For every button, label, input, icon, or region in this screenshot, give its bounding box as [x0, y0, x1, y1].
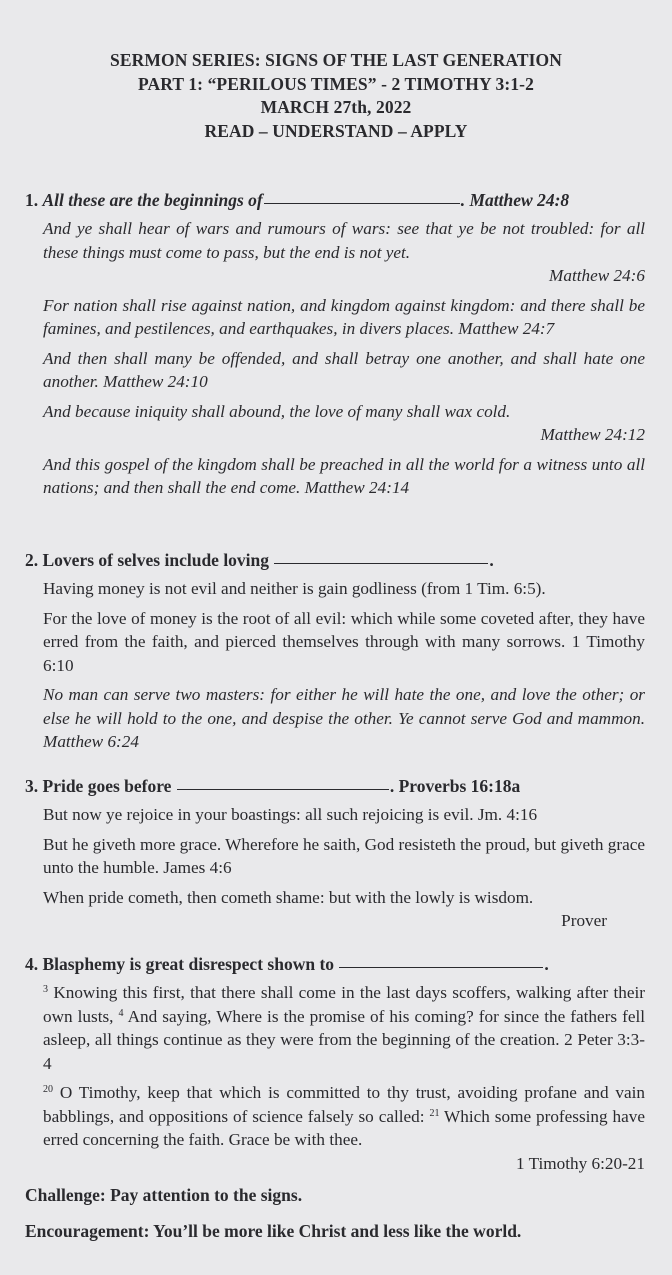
- section-3: [25, 775, 647, 933]
- verse: No man can serve two masters: for either he will hate the one, and love the other; or else he will hold to the one, and despise the other. Ye cannot serve God and mammon. Matthew 6:24: [43, 685, 645, 751]
- verse: And this gospel of the kingdom shall be preached in all the world for a witness unto all nations; and then shall the end come. Matthew 24:14: [43, 454, 645, 497]
- section-1-title: [25, 189, 647, 211]
- verse: $^{20}$ O Timothy, keep that which is committed to thy trust, avoiding profane and vain babblings, and oppositions of science falsely so called: $^{21}$ Which some professing have erred concerning the faith. Grace be with thee. 1 Timothy 6:20-21: [43, 1081, 645, 1175]
- motto: READ – UNDERSTAND – APPLY: [204, 120, 468, 141]
- encouragement: Encouragement: You’ll be more like Christ and less like the world.: [25, 1221, 522, 1241]
- fill-in-blank: [177, 775, 389, 790]
- section-heading: Lovers of selves include loving: [42, 550, 270, 570]
- section-number: 3.: [25, 776, 39, 796]
- fill-in-blank: [274, 549, 488, 564]
- verse: $^3$ Knowing this first, that there shall come in the last days scoffers, walking after their own lusts, $^4$ And saying, Where is the promise of his coming? for since the fathers fell asleep, all things continue as they were from the beginning of the creation. 2 Peter 3:3-4: [43, 983, 646, 1073]
- section-heading: All these are the beginnings of: [42, 190, 263, 210]
- verse-reference: Prover: [561, 911, 607, 930]
- paragraph: Having money is not evil and neither is gain godliness (from 1 Tim. 6:5).: [43, 579, 546, 598]
- verse-reference: Matthew 24:12: [540, 425, 645, 444]
- section-2-title: 2. Lovers of selves include loving .: [25, 550, 494, 570]
- verse: But now ye rejoice in your boastings: all such rejoicing is evil. Jm. 4:16: [43, 805, 538, 824]
- verse-reference: Matthew 24:6: [549, 266, 645, 285]
- section-number: 2.: [25, 550, 39, 570]
- verse-number: 4: [118, 1007, 124, 1019]
- verse-number: 3: [43, 984, 48, 995]
- section-number: 1.: [25, 190, 39, 210]
- section-4-title: 4. Blasphemy is great disrespect shown to .: [25, 954, 549, 974]
- section-number: 4.: [25, 954, 39, 974]
- verse: For nation shall rise against nation, and kingdom against kingdom: and there shall be famines, and pestilences, and earthquakes, in divers places. Matthew 24:7: [43, 295, 645, 338]
- part-title: PART 1: “PERILOUS TIMES” - 2 TIMOTHY 3:1-2: [138, 73, 534, 94]
- fill-in-blank: [339, 953, 543, 968]
- section-reference: . Matthew 24:8: [460, 190, 570, 210]
- verse-number: 21: [429, 1107, 440, 1119]
- date: MARCH 27th, 2022: [260, 97, 412, 117]
- section-4: [25, 953, 647, 1175]
- section-heading: Pride goes before: [42, 776, 172, 796]
- verse: And because iniquity shall abound, the love of many shall wax cold. Matthew 24:12: [43, 400, 645, 447]
- verse: When pride cometh, then cometh shame: but with the lowly is wisdom. Prover: [43, 886, 645, 933]
- section-heading: Blasphemy is great disrespect shown to: [42, 954, 335, 974]
- header: [0, 0, 672, 143]
- fill-in-blank: [264, 189, 460, 204]
- section-reference: . Proverbs 16:18a: [389, 776, 521, 796]
- section-1: [25, 189, 647, 500]
- verse: For the love of money is the root of all evil: which while some coveted after, they have erred from the faith, and pierced themselves through with many sorrows. 1 Timothy 6:10: [43, 608, 645, 675]
- verse-reference: 1 Timothy 6:20-21: [516, 1153, 645, 1173]
- challenge: Challenge: Pay attention to the signs.: [25, 1185, 303, 1205]
- section-3-title: [25, 775, 647, 797]
- verse: And then shall many be offended, and shall betray one another, and shall hate one another. Matthew 24:10: [43, 348, 645, 391]
- verse: But he giveth more grace. Wherefore he saith, God resisteth the proud, but giveth grace unto the humble. James 4:6: [43, 834, 645, 877]
- series-title: SERMON SERIES: SIGNS OF THE LAST GENERATION: [110, 50, 562, 70]
- verse-number: 20: [43, 1084, 53, 1095]
- section-2: [25, 549, 647, 754]
- verse: And ye shall hear of wars and rumours of wars: see that ye be not troubled: for all these things must come to pass, but the end is not yet. Matthew 24:6: [43, 217, 645, 288]
